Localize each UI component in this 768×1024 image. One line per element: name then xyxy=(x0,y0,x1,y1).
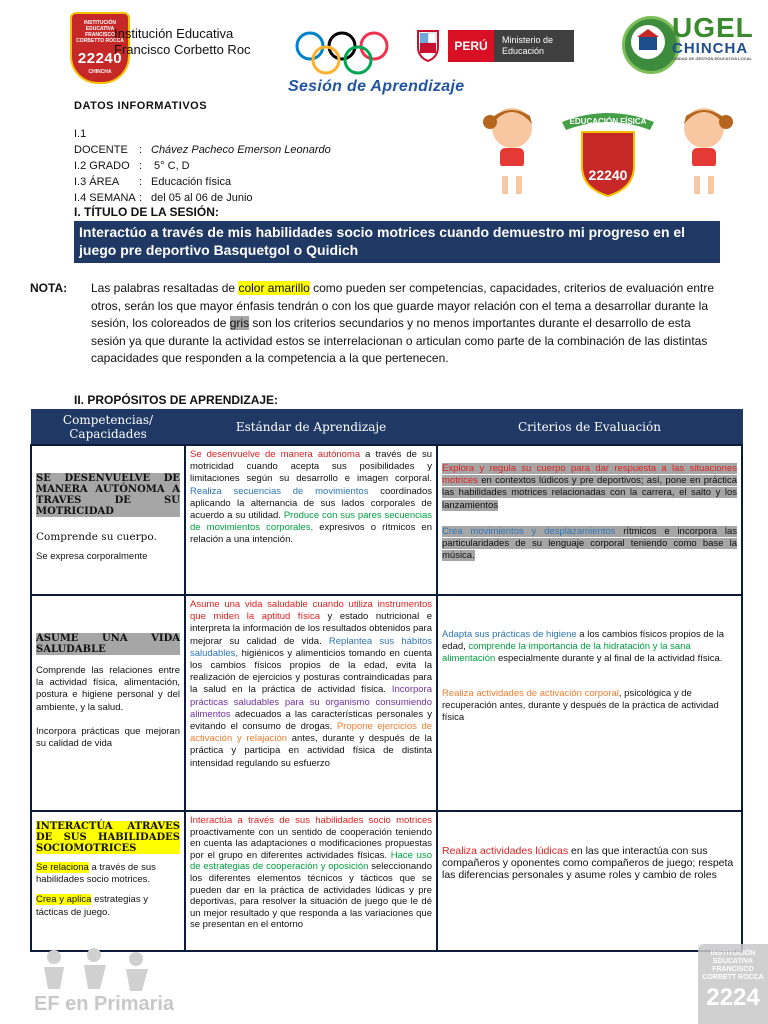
nota-text: son los criterios secundarios y no menos importantes durante el desarrollo de esta sesión ya que durante la actividad estos se interrelacionan o articulan como parte de la combinación de las distintas capacidades que responden a la competencia a la que pertenecen. xyxy=(91,316,708,366)
capacity-highlight: Se relaciona xyxy=(36,862,89,873)
criteria-cell xyxy=(437,811,742,951)
standard-highlight: Se desenvuelve de manera autónoma xyxy=(190,449,361,460)
chincha-label: CHINCHA xyxy=(672,40,749,57)
capacity: a través de sus habilidades socio motrices. xyxy=(36,862,156,886)
table-row xyxy=(31,595,742,811)
datos-row-semana: I.4 SEMANA : del 05 al 06 de Junio xyxy=(74,192,253,204)
standard-text: a través de su motricidad cuando acepta sus posibilidades y limitaciones según su desarrollo e imagen corporal. xyxy=(190,449,432,485)
ugel-logo xyxy=(672,14,754,61)
standard-highlight: Interactúa a través de sus habilidades socio motrices xyxy=(190,815,432,826)
datos-value: 5° C, D xyxy=(151,160,190,172)
competency-title: SE DESENVUELVE DE MANERA AUTÓNOMA A TRAVES DE SU MOTRICIDAD xyxy=(36,473,180,517)
header-competencias: Competencias/ Capacidades xyxy=(31,410,185,446)
datos-key: I.2 GRADO xyxy=(74,160,130,172)
peru-label: PERÚ xyxy=(448,30,494,62)
standard-highlight: Realiza secuencias de movimientos xyxy=(190,485,369,497)
school-name xyxy=(114,26,251,58)
header-estandar: Estándar de Aprendizaje xyxy=(185,410,437,446)
datos-list xyxy=(74,126,331,206)
kids-banner-text: EDUCACIÓN FÍSICA xyxy=(569,117,647,126)
ugel-subtitle: UNIDAD DE GESTIÓN EDUCATIVA LOCAL xyxy=(672,56,752,61)
criterion-highlight: Explora y regula su cuerpo para dar respuesta a las situaciones motrices xyxy=(442,463,737,487)
standard-highlight: Asume una vida saludable cuando utiliza instrumentos que miden la aptitud física xyxy=(190,599,432,623)
table-row xyxy=(31,811,742,951)
nota-label: NOTA: xyxy=(30,281,68,295)
highlight-grey: gris xyxy=(229,316,250,331)
standard-text: higiénicos y alimenticios tomando en cuenta los cambios físicos propios de la edad, evita la realización de ejercicios y posturas contraindicadas para la salud en la práctica de actividad física. xyxy=(190,647,432,696)
datos-row-grado: I.2 GRADO : 5° C, D xyxy=(74,160,190,172)
datos-key: I.3 ÁREA xyxy=(74,176,120,188)
datos-value: del 05 al 06 de Junio xyxy=(151,192,253,204)
competency-cell xyxy=(31,445,185,595)
ef-label: EF en Primaria xyxy=(34,993,175,1015)
standard-text: adecuados a las características personales y evitando el consumo de drogas. xyxy=(190,708,432,733)
standard-cell xyxy=(185,595,437,811)
capacity: Se expresa corporalmente xyxy=(36,551,148,563)
competency-title: ASUME UNA VIDA SALUDABLE xyxy=(36,633,180,655)
standard-text: expresivos o rítmicos en relación a una intención. xyxy=(190,522,432,546)
criterion-highlight: Realiza actividades lúdicas xyxy=(442,845,569,857)
standard-text: y estado nutricional e interpreta la información de los resultados obtenidos para mejorar su calidad de vida. xyxy=(190,611,433,647)
ministry-logo xyxy=(414,26,574,64)
criterion-text: en las que interactúa con sus compañeros y oponentes como compañeros de juego; respeta las diferencias personales y asume roles y cambio de roles xyxy=(442,845,734,882)
criterion-text: en contextos lúdicos y pre deportivos; así, pone en práctica las habilidades motrices relacionadas con la carrera, el salto y los lanzamientos xyxy=(442,475,737,511)
datos-value: Educación física xyxy=(151,176,232,188)
section-1-heading: I. TÍTULO DE LA SESIÓN: xyxy=(74,205,219,219)
criterion-highlight: Crea movimientos y desplazamientos xyxy=(442,525,616,537)
session-title-banner: Interactúo a través de mis habilidades socio motrices cuando demuestro mi progreso en el juego pre deportivo Basquetgol o Quidich xyxy=(74,221,720,263)
nota-text: como pueden ser competencias, capacidades, criterios de evaluación entre otros, serán los que mayor énfasis tendrán o con los que guarde mayor relación con el tema a desarrollar durante la sesión, los coloreados de xyxy=(91,281,715,331)
ef-en-primaria-logo xyxy=(30,945,190,1020)
datos-value: Chávez Pacheco Emerson Leonardo xyxy=(151,144,331,156)
nota-text: Las palabras resaltadas de xyxy=(91,281,239,295)
datos-key: I.1 DOCENTE xyxy=(74,128,128,156)
school-name-line2: Francisco Corbetto Roc xyxy=(114,42,251,57)
capacity: estrategias y tácticas de juego. xyxy=(36,894,148,918)
datos-row-area: I.3 ÁREA : Educación física xyxy=(74,176,232,188)
standard-highlight: Replantea sus hábitos saludables, xyxy=(190,635,433,659)
standard-highlight: Produce con sus pares secuencias de movimientos corporales, xyxy=(190,510,432,534)
standard-highlight: Hace uso de estrategias de cooperación y oposición xyxy=(190,849,432,873)
capacity: Incorpora prácticas que mejoran su calidad de vida xyxy=(36,725,180,750)
highlight-yellow: color amarillo xyxy=(238,281,310,295)
criterion-highlight: Realiza actividades de activación corporal xyxy=(442,687,619,699)
datos-heading: DATOS INFORMATIVOS xyxy=(74,100,208,112)
criteria-cell xyxy=(437,445,742,595)
table-row xyxy=(31,445,742,595)
capacity-highlight: Crea y aplica xyxy=(36,894,92,906)
ugel-label: UGEL xyxy=(672,12,754,43)
standard-cell xyxy=(185,811,437,951)
header-criterios: Criterios de Evaluación xyxy=(437,410,742,446)
criterion-highlight: comprende la importancia de la hidratación y la sana alimentación xyxy=(442,641,691,665)
capacity: Comprende su cuerpo. xyxy=(36,531,157,543)
standard-cell xyxy=(185,445,437,595)
standard-highlight: Incorpora prácticas saludables para su organismo consumiendo alimentos xyxy=(190,684,432,720)
capacity: Comprende las relaciones entre la actividad física, alimentación, postura e higiene personal y del ambiente, y la salud. xyxy=(36,665,180,713)
peru-coat-of-arms-icon xyxy=(414,27,442,63)
standard-text: seleccionando los diferentes elementos técnicos y tácticos que se pueden dar en la práctica de actividades lúdicas y pre deportivas, para resolver la situación de juego que le dé un mejor resultado y que responda a las variaciones que se presentan en el entorno xyxy=(190,861,432,931)
datos-row-docente: I.1 DOCENTE : Chávez Pacheco Emerson Leonardo xyxy=(74,128,331,156)
section-2-heading: II. PROPÓSITOS DE APRENDIZAJE: xyxy=(74,393,279,407)
ministry-label: Ministerio de Educación xyxy=(494,30,574,62)
learning-purposes-table xyxy=(30,409,743,952)
criteria-cell xyxy=(437,595,742,811)
criterion-text: a los cambios físicos propios de la edad, xyxy=(442,629,724,653)
crest-top-text: INSTITUCIÓN EDUCATIVA FRANCISCO CORBETTO ROCCA xyxy=(76,20,124,44)
school-name-line1: Institución Educativa xyxy=(114,26,234,41)
criterion-text: especialmente durante y al final de la actividad física. xyxy=(495,653,723,665)
olympic-rings-logo xyxy=(294,28,390,78)
criterion-highlight: Adapta sus prácticas de higiene xyxy=(442,629,577,640)
kids-illustration xyxy=(470,100,745,200)
datos-key: I.4 SEMANA xyxy=(74,192,136,204)
criterion-text: , psicológica y de recuperación antes, durante y después de la práctica de actividad física xyxy=(442,687,719,724)
page-title: Sesión de Aprendizaje xyxy=(288,78,465,95)
crest-number: 22240 xyxy=(77,50,123,67)
competency-cell xyxy=(31,811,185,951)
standard-text: coordinados aplicando la alternancia de sus lados corporales de acuerdo a su utilidad. xyxy=(190,485,432,522)
crest-watermark-number: 2224 xyxy=(706,984,760,1011)
competency-title: INTERACTÚA ATRAVES DE SUS HABILIDADES SOCIOMOTRICES xyxy=(36,821,180,854)
standard-text: proactivamente con un sentido de cooperación teniendo en cuenta las adaptaciones o modificaciones propuestas por el grupo en diferentes actividades físicas. xyxy=(190,826,432,861)
crest-watermark-text: INSTITUCIÓN EDUCATIVA FRANCISCO CORBETT ROCCA xyxy=(702,950,764,981)
kids-crest-number: 22240 xyxy=(588,167,628,183)
competency-cell xyxy=(31,595,185,811)
standard-highlight: Propone ejercicios de activación y relajación xyxy=(190,721,433,745)
criterion-text: rítmicos e incorpora las particularidades de su lenguaje corporal teniendo como base la música. xyxy=(442,525,737,562)
school-crest-watermark xyxy=(698,944,768,1024)
nota-paragraph xyxy=(91,280,721,368)
standard-text: antes, durante y después de la práctica y participa en actividad física de distinta intensidad regulando su esfuerzo xyxy=(190,733,432,769)
crest-bottom-text: CHINCHA xyxy=(88,69,112,75)
table-header-row xyxy=(31,410,742,446)
